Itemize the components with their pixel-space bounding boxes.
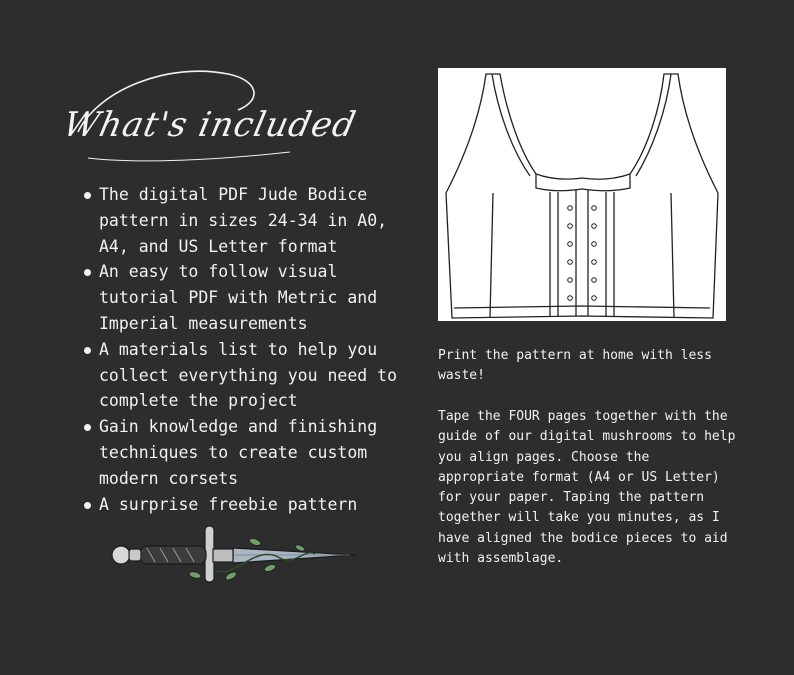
list-item-text: A surprise freebie pattern [99, 494, 358, 514]
list-item [82, 492, 402, 518]
dot-icon [84, 424, 91, 431]
included-list [82, 182, 402, 517]
dagger-icon [105, 518, 360, 588]
list-item-text: The digital PDF Jude Bodice pattern in sizes 24-34 in A0, A4, and US Letter format [99, 185, 388, 256]
list-item-text: An easy to follow visual tutorial PDF with Metric and Imperial measurements [99, 262, 378, 333]
page-title: What's included [59, 105, 360, 145]
list-item [82, 259, 402, 336]
print-note: Print the pattern at home with less waste! [438, 348, 712, 384]
list-item [82, 182, 402, 259]
dot-icon [84, 269, 91, 276]
list-item [82, 337, 402, 414]
bodice-drawing [438, 68, 726, 321]
heading [58, 60, 360, 170]
dot-icon [84, 192, 91, 199]
list-item [82, 414, 402, 491]
tape-instructions: Tape the FOUR pages together with the guide of our digital mushrooms to help you align pages. Choose the appropriate format (A4 or US Letter) for your paper. Taping the pattern together will take you minutes, as I have aligned the bodice pieces to aid with assemblage. [438, 409, 736, 567]
dot-icon [84, 347, 91, 354]
list-item-text: A materials list to help you collect everything you need to complete the project [99, 339, 398, 411]
dot-icon [84, 502, 91, 509]
bodice-illustration [438, 68, 726, 321]
list-item-text: Gain knowledge and finishing techniques to create custom modern corsets [99, 417, 378, 488]
